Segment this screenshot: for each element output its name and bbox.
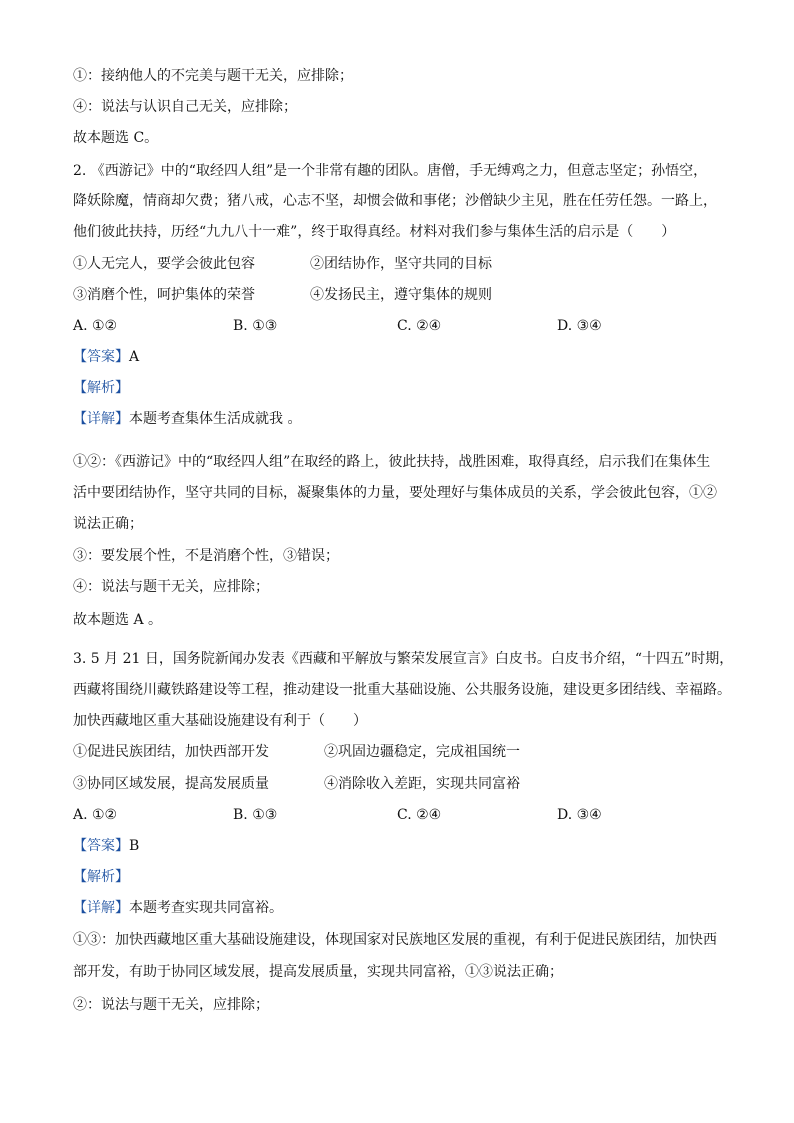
choice-d: D. ③④ [557, 807, 602, 823]
explanation-line: ④：说法与题干无关，应排除； [73, 579, 269, 595]
choice-a: A. ①② [73, 807, 118, 823]
choice-a: A. ①② [73, 318, 118, 334]
choice-c: C. ②④ [397, 318, 442, 334]
analysis-tag: 【解析】 [73, 869, 129, 885]
option-item: ③消磨个性，呵护集体的荣誉 [73, 287, 255, 303]
question-3-stem: 西藏将围绕川藏铁路建设等工程，推动建设一批重大基础设施、公共服务设施，建设更多团结线、幸福路。 [73, 682, 731, 698]
detail-text: 本题考查集体生活成就我 。 [129, 411, 302, 427]
choice-b: B. ①③ [233, 318, 278, 334]
detail-text: 本题考查实现共同富裕。 [129, 900, 283, 916]
answer-tag: 【答案】 [73, 349, 129, 365]
detail-line [73, 409, 301, 429]
answer-value: B [129, 838, 140, 854]
detail-line [73, 898, 283, 918]
option-item: ③协同区域发展，提高发展质量 [73, 776, 269, 792]
option-item: ②团结协作，坚守共同的目标 [310, 256, 492, 272]
explanation-line: 部开发，有助于协同区域发展，提高发展质量，实现共同富裕，①③说法正确； [73, 964, 563, 980]
option-item: ④发扬民主，遵守集体的规则 [310, 287, 492, 303]
detail-tag: 【详解】 [73, 900, 129, 916]
option-item: ②巩固边疆稳定，完成祖国统一 [324, 744, 520, 760]
question-3-stem: 加快西藏地区重大基础设施建设有利于（ ） [73, 713, 367, 729]
detail-tag: 【详解】 [73, 411, 129, 427]
choice-b: B. ①③ [233, 807, 278, 823]
explanation-line: ①②：《西游记》中的“取经四人组”在取经的路上，彼此扶持，战胜困难，取得真经，启示我们在集体生 [73, 454, 711, 470]
answer-tag: 【答案】 [73, 838, 129, 854]
option-item: ④消除收入差距，实现共同富裕 [324, 776, 520, 792]
explanation-line: ①③：加快西藏地区重大基础设施建设，体现国家对民族地区发展的重视，有利于促进民族团结，加快西 [73, 932, 717, 948]
analysis-tag: 【解析】 [73, 380, 129, 396]
analysis-line [73, 867, 129, 887]
choice-d: D. ③④ [557, 318, 602, 334]
analysis-line [73, 378, 129, 398]
option-item: ①促进民族团结，加快西部开发 [73, 744, 269, 760]
explanation-line: 活中要团结协作，坚守共同的目标，凝聚集体的力量，要处理好与集体成员的关系，学会彼此包容，①② [73, 485, 717, 501]
question-2-stem: 他们彼此扶持，历经“九九八十一难”，终于取得真经。材料对我们参与集体生活的启示是（ ） [73, 224, 676, 240]
choice-c: C. ②④ [397, 807, 442, 823]
explanation-line: ③：要发展个性，不是消磨个性，③错误； [73, 548, 339, 564]
answer-value: A [129, 349, 140, 365]
option-item: ①人无完人，要学会彼此包容 [73, 256, 255, 272]
question-2-stem: 2. 《西游记》中的“取经四人组”是一个非常有趣的团队。唐僧，手无缚鸡之力，但意志坚定；孙悟空， [73, 163, 708, 179]
explanation-line: ②：说法与题干无关，应排除； [73, 997, 269, 1013]
text-line: ①：接纳他人的不完美与题干无关，应排除； [73, 68, 353, 84]
answer-line [73, 836, 139, 856]
question-3-stem: 3. 5 月 21 日，国务院新闻办发表《西藏和平解放与繁荣发展宣言》白皮书。白皮书介绍，“十四五”时期， [73, 651, 734, 667]
question-2-stem: 降妖除魔，情商却欠费；猪八戒，心志不坚，却惯会做和事佬；沙僧缺少主见，胜在任劳任怨。一路上， [73, 193, 717, 209]
explanation-line: 说法正确； [73, 516, 143, 532]
text-line: ④：说法与认识自己无关，应排除； [73, 99, 297, 115]
answer-line [73, 347, 139, 367]
text-line: 故本题选 C。 [73, 130, 159, 146]
explanation-line: 故本题选 A 。 [73, 612, 163, 628]
